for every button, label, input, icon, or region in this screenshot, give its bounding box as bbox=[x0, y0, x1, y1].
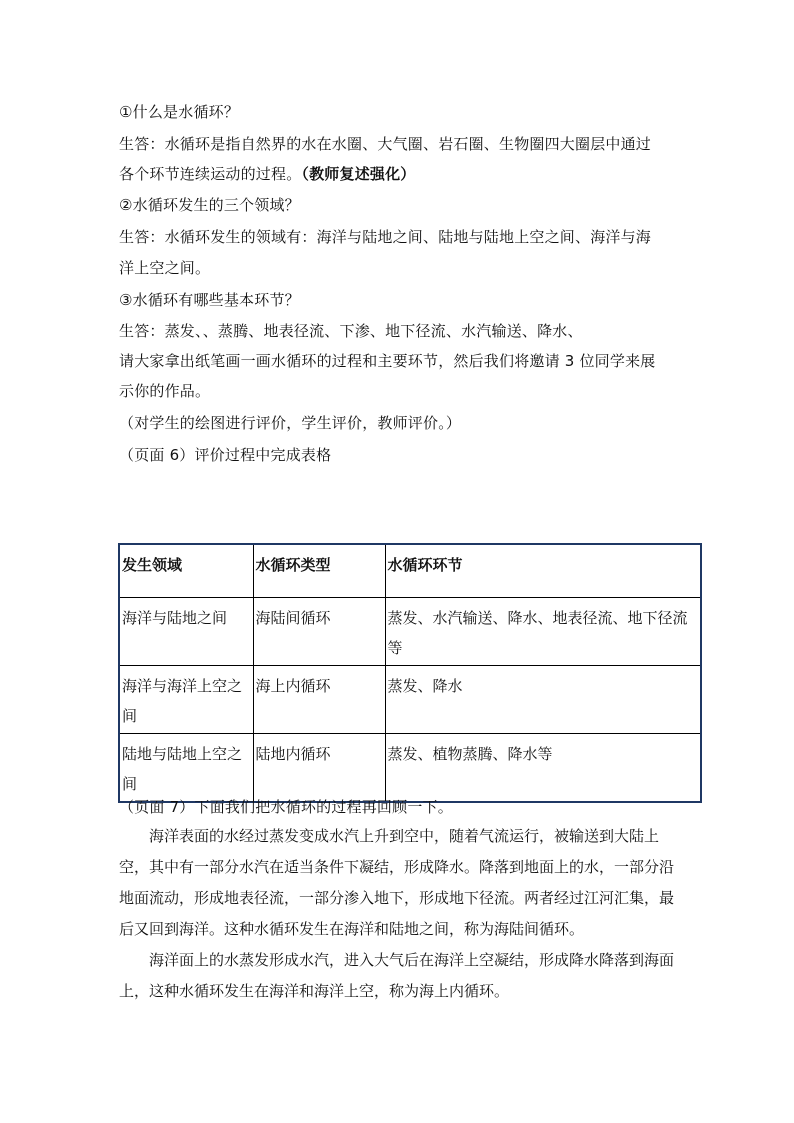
table-row bbox=[119, 734, 701, 803]
table-header-cell: 发生领域 bbox=[119, 544, 253, 598]
table-cell: 海洋与海洋上空之间 bbox=[119, 666, 253, 734]
paragraph-sea-land-cycle: 海洋表面的水经过蒸发变成水汽上升到空中，随着气流运行，被输送到大陆上空，其中有一部分水汽在适当条件下凝结，形成降水。降落到地面上的水，一部分沿地面流动，形成地表径流，一部分渗入地下，形成地下径流。两者经过江河汇集，最后又回到海洋。这种水循环发生在海洋和陆地之间，称为海陆间循环。 bbox=[119, 827, 675, 938]
question-1-title: ①什么是水循环？ bbox=[119, 103, 240, 121]
page-6-note: （页面 6）评价过程中完成表格 bbox=[119, 446, 332, 464]
table-cell: 海洋与陆地之间 bbox=[119, 598, 253, 666]
table-row bbox=[119, 666, 701, 734]
table-cell: 蒸发、降水 bbox=[385, 666, 701, 734]
question-2-answer-line-1: 生答：水循环发生的领域有：海洋与陆地之间、陆地与陆地上空之间、海洋与海 bbox=[119, 228, 652, 246]
evaluation-note: （对学生的绘图进行评价，学生评价，教师评价。） bbox=[119, 414, 462, 432]
drawing-task-line-2: 示你的作品。 bbox=[119, 382, 211, 400]
table-cell: 海上内循环 bbox=[253, 666, 385, 734]
table-header-cell: 水循环类型 bbox=[253, 544, 385, 598]
question-1-answer-text: 各个环节连续运动的过程。 bbox=[119, 165, 302, 183]
question-2-title: ②水循环发生的三个领域？ bbox=[119, 196, 300, 214]
question-1-answer-line-2 bbox=[119, 164, 416, 184]
water-cycle-table bbox=[118, 543, 702, 803]
drawing-task-line-1: 请大家拿出纸笔画一画水循环的过程和主要环节，然后我们将邀请 3 位同学来展 bbox=[119, 352, 656, 370]
table-cell: 蒸发、植物蒸腾、降水等 bbox=[385, 734, 701, 803]
table-cell: 海陆间循环 bbox=[253, 598, 385, 666]
question-3-answer: 生答：蒸发、、蒸腾、地表径流、下渗、地下径流、水汽输送、降水、 bbox=[119, 322, 583, 340]
page-7-note: （页面 7）下面我们把水循环的过程再回顾一下。 bbox=[119, 798, 453, 816]
table-header-row bbox=[119, 544, 701, 598]
question-1-answer-line-1: 生答：水循环是指自然界的水在水圈、大气圈、岩石圈、生物圈四大圈层中通过 bbox=[119, 135, 652, 153]
table-cell: 陆地与陆地上空之间 bbox=[119, 734, 253, 803]
table-header-cell: 水循环环节 bbox=[385, 544, 701, 598]
table-cell: 陆地内循环 bbox=[253, 734, 385, 803]
table-cell: 蒸发、水汽输送、降水、地表径流、地下径流等 bbox=[385, 598, 701, 666]
table-row bbox=[119, 598, 701, 666]
teacher-emphasis-note: （教师复述强化） bbox=[301, 165, 416, 183]
question-3-title: ③水循环有哪些基本环节？ bbox=[119, 291, 300, 309]
paragraph-ocean-cycle: 海洋面上的水蒸发形成水汽，进入大气后在海洋上空凝结，形成降水降落到海面上，这种水循环发生在海洋和海洋上空，称为海上内循环。 bbox=[119, 951, 675, 1000]
question-2-answer-line-2: 洋上空之间。 bbox=[119, 259, 211, 277]
